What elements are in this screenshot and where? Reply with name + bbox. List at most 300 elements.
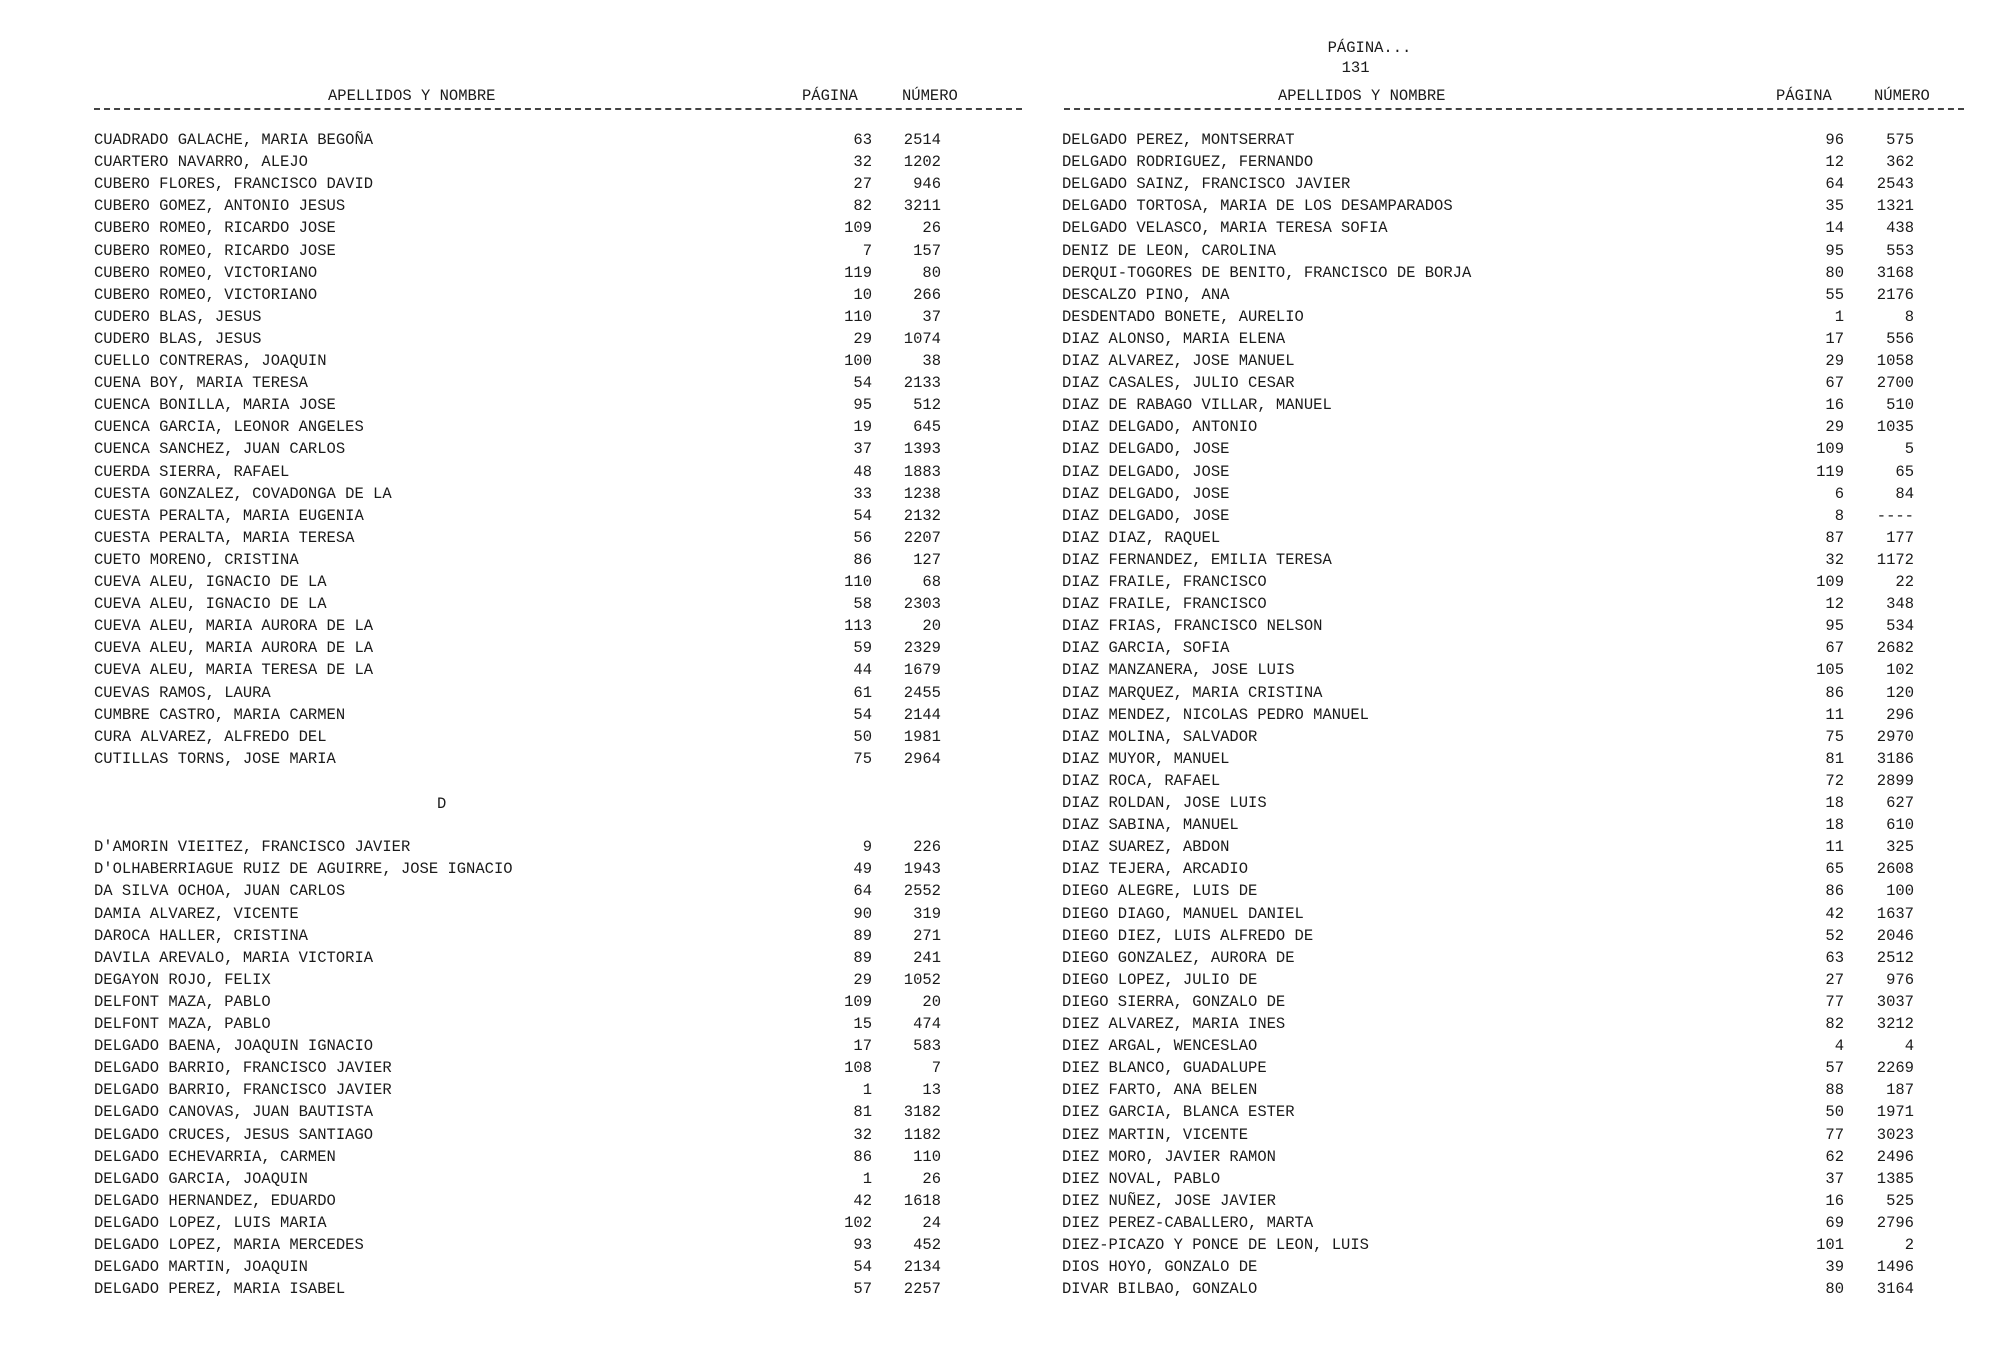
entry-name: CUENCA GARCIA, LEONOR ANGELES <box>94 418 364 437</box>
entry-number: 2133 <box>903 374 941 393</box>
entry-page: 119 <box>844 263 872 282</box>
entry-number: 26 <box>922 219 941 238</box>
entry-page: 62 <box>1825 1147 1844 1166</box>
entry-page: 93 <box>853 1236 872 1254</box>
entry-name: CUEVA ALEU, MARIA AURORA DE LA <box>94 639 374 658</box>
entry-page: 56 <box>853 528 872 547</box>
entry-page: 4 <box>1834 1037 1844 1056</box>
entry-number: 1321 <box>1876 197 1914 216</box>
entry-name: DIAZ ALVAREZ, JOSE MANUEL <box>1062 352 1295 370</box>
entry-name: DIEGO DIEZ, LUIS ALFREDO DE <box>1062 926 1314 945</box>
entry-page: 17 <box>1825 329 1844 348</box>
entry-number: 976 <box>1886 970 1914 989</box>
entry-number: 2257 <box>903 1280 941 1299</box>
entry-page: 77 <box>1825 1125 1844 1144</box>
entry-page: 81 <box>853 1103 872 1122</box>
entry-name: CUEVA ALEU, IGNACIO DE LA <box>94 573 327 591</box>
entry-number: 3168 <box>1876 263 1914 282</box>
entry-name: CUEVA ALEU, MARIA TERESA DE LA <box>94 661 374 680</box>
entry-name: DIEGO ALEGRE, LUIS DE <box>1062 882 1258 901</box>
entry-name: DIAZ ROCA, RAFAEL <box>1062 771 1221 790</box>
right-header-number: NÚMERO <box>1874 87 1930 105</box>
entry-page: 44 <box>853 661 872 680</box>
entry-page: 86 <box>853 1147 872 1166</box>
entry-name: DELGADO LOPEZ, MARIA MERCEDES <box>94 1236 364 1254</box>
entry-name: CUADRADO GALACHE, MARIA BEGOÑA <box>94 131 374 149</box>
entry-page: 89 <box>853 948 872 967</box>
entry-number: 187 <box>1886 1081 1914 1100</box>
entry-name: DENIZ DE LEON, CAROLINA <box>1062 241 1276 260</box>
entry-name: CURA ALVAREZ, ALFREDO DEL <box>94 727 327 746</box>
page-header <box>1309 18 1411 78</box>
entry-page: 15 <box>853 1015 872 1033</box>
entry-number: 2269 <box>1876 1059 1914 1078</box>
entry-name: DELGADO BARRIO, FRANCISCO JAVIER <box>94 1081 392 1100</box>
entry-number: 127 <box>913 550 941 569</box>
entry-page: 29 <box>853 970 872 989</box>
entry-name: CUERDA SIERRA, RAFAEL <box>94 462 290 481</box>
entry-number: 24 <box>922 1213 941 1232</box>
entry-page: 110 <box>844 573 872 591</box>
entry-number: 2964 <box>903 749 941 768</box>
entry-number: 65 <box>1895 462 1914 481</box>
entry-number: 3164 <box>1876 1280 1914 1299</box>
entry-name: DAMIA ALVAREZ, VICENTE <box>94 904 299 923</box>
entry-page: 18 <box>1825 816 1844 835</box>
right-header-page: PÁGINA <box>1776 87 1832 105</box>
entry-page: 50 <box>1825 1103 1844 1122</box>
entry-page: 90 <box>853 904 872 923</box>
entry-page: 54 <box>853 506 872 525</box>
entry-number: 3211 <box>903 197 941 216</box>
entry-number: 534 <box>1886 617 1914 636</box>
entry-page: 42 <box>853 1191 872 1210</box>
entry-page: 11 <box>1825 838 1844 857</box>
entry-name: CUESTA PERALTA, MARIA EUGENIA <box>94 506 364 525</box>
entry-page: 32 <box>853 1125 872 1144</box>
entry-page: 100 <box>844 352 872 370</box>
entry-name: DELGADO SAINZ, FRANCISCO JAVIER <box>1062 175 1351 194</box>
entry-page: 12 <box>1825 595 1844 614</box>
entry-number: 2796 <box>1876 1213 1914 1232</box>
entry-page: 96 <box>1825 131 1844 149</box>
entry-name: DIEZ MARTIN, VICENTE <box>1062 1125 1249 1144</box>
entry-page: 109 <box>1816 440 1844 459</box>
entry-page: 64 <box>1825 175 1844 194</box>
entry-name: DIAZ MOLINA, SALVADOR <box>1062 727 1258 746</box>
entry-number: 510 <box>1886 396 1914 415</box>
entry-number: 2543 <box>1876 175 1914 194</box>
entry-name: DIAZ DELGADO, JOSE <box>1062 484 1230 503</box>
entry-number: 157 <box>913 241 941 260</box>
entry-name: DIAZ DIAZ, RAQUEL <box>1062 528 1221 547</box>
entry-name: DELGADO CRUCES, JESUS SANTIAGO <box>94 1125 374 1144</box>
entry-page: 87 <box>1825 528 1844 547</box>
entry-page: 61 <box>853 683 872 702</box>
entry-page: 63 <box>1825 948 1844 967</box>
entry-page: 50 <box>853 727 872 746</box>
entry-page: 72 <box>1825 771 1844 790</box>
entry-name: CUETO MORENO, CRISTINA <box>94 550 299 569</box>
entry-number: 1058 <box>1876 352 1914 370</box>
entry-name: DIEZ NUÑEZ, JOSE JAVIER <box>1062 1191 1276 1210</box>
entry-number: 2970 <box>1876 727 1914 746</box>
entry-name: CUBERO ROMEO, RICARDO JOSE <box>94 241 336 260</box>
entry-number: 3186 <box>1876 749 1914 768</box>
entry-name: DA SILVA OCHOA, JUAN CARLOS <box>94 882 346 901</box>
entry-page: 19 <box>853 418 872 437</box>
entry-name: DIAZ FRAILE, FRANCISCO <box>1062 595 1267 614</box>
entry-number: 1971 <box>1876 1103 1914 1122</box>
entry-page: 86 <box>853 550 872 569</box>
entry-name: DAVILA AREVALO, MARIA VICTORIA <box>94 948 374 967</box>
left-header-name: APELLIDOS Y NOMBRE <box>328 87 496 105</box>
entry-name: DIEGO LOPEZ, JULIO DE <box>1062 970 1258 989</box>
entry-page: 95 <box>1825 617 1844 636</box>
entry-name: DIAZ DELGADO, JOSE <box>1062 462 1230 481</box>
entry-number: 525 <box>1886 1191 1914 1210</box>
section-letter: D <box>437 795 447 813</box>
entry-name: CUTILLAS TORNS, JOSE MARIA <box>94 749 336 768</box>
entry-number: 1679 <box>903 661 941 680</box>
entry-name: DELGADO BARRIO, FRANCISCO JAVIER <box>94 1059 392 1078</box>
entry-name: CUESTA PERALTA, MARIA TERESA <box>94 528 355 547</box>
entry-page: 69 <box>1825 1213 1844 1232</box>
entry-page: 89 <box>853 926 872 945</box>
entry-number: 8 <box>1904 307 1914 326</box>
entry-name: CUENA BOY, MARIA TERESA <box>94 374 308 393</box>
entry-number: 474 <box>913 1015 941 1033</box>
entry-page: 102 <box>844 1213 872 1232</box>
entry-page: 35 <box>1825 197 1844 216</box>
entry-number: 120 <box>1886 683 1914 702</box>
entry-page: 63 <box>853 131 872 149</box>
entry-number: 3023 <box>1876 1125 1914 1144</box>
entry-page: 86 <box>1825 882 1844 901</box>
entry-page: 82 <box>1825 1015 1844 1033</box>
entry-number: 575 <box>1886 131 1914 149</box>
left-header-number: NÚMERO <box>902 87 958 105</box>
entry-name: DIEZ GARCIA, BLANCA ESTER <box>1062 1103 1295 1122</box>
entry-name: DIAZ FERNANDEZ, EMILIA TERESA <box>1062 550 1332 569</box>
entry-page: 55 <box>1825 285 1844 304</box>
entry-number: 438 <box>1886 219 1914 238</box>
entry-number: 2455 <box>903 683 941 702</box>
entry-number: 1182 <box>903 1125 941 1144</box>
entry-name: DIEZ NOVAL, PABLO <box>1062 1169 1221 1188</box>
entry-number: 2552 <box>903 882 941 901</box>
entry-number: 1052 <box>903 970 941 989</box>
entry-number: 37 <box>922 307 941 326</box>
entry-number: 2682 <box>1876 639 1914 658</box>
entry-name: DIAZ DELGADO, JOSE <box>1062 506 1230 525</box>
entry-page: 8 <box>1834 506 1844 525</box>
entry-name: DIVAR BILBAO, GONZALO <box>1062 1280 1258 1299</box>
entry-page: 95 <box>1825 241 1844 260</box>
entry-number: 13 <box>922 1081 941 1100</box>
entry-name: DIAZ CASALES, JULIO CESAR <box>1062 374 1295 393</box>
entry-name: DESDENTADO BONETE, AURELIO <box>1062 307 1304 326</box>
entry-page: 67 <box>1825 639 1844 658</box>
entry-page: 37 <box>1825 1169 1844 1188</box>
entry-name: CUARTERO NAVARRO, ALEJO <box>94 153 308 172</box>
entry-name: DEGAYON ROJO, FELIX <box>94 970 271 989</box>
right-header-name: APELLIDOS Y NOMBRE <box>1278 87 1446 105</box>
entry-number: 80 <box>922 263 941 282</box>
entry-name: DESCALZO PINO, ANA <box>1062 285 1230 304</box>
entry-name: DIAZ FRIAS, FRANCISCO NELSON <box>1062 617 1323 636</box>
entry-page: 57 <box>853 1280 872 1299</box>
entry-number: 4 <box>1904 1037 1914 1056</box>
entry-name: DIEGO DIAGO, MANUEL DANIEL <box>1062 904 1304 923</box>
entry-name: DELGADO BAENA, JOAQUIN IGNACIO <box>94 1037 374 1056</box>
entry-page: 29 <box>1825 418 1844 437</box>
entry-page: 113 <box>844 617 872 636</box>
entry-name: CUESTA GONZALEZ, COVADONGA DE LA <box>94 484 392 503</box>
entry-number: 1074 <box>903 329 941 348</box>
entry-name: CUEVA ALEU, IGNACIO DE LA <box>94 595 327 614</box>
entry-number: 296 <box>1886 705 1914 724</box>
entry-page: 75 <box>1825 727 1844 746</box>
entry-page: 54 <box>853 374 872 393</box>
entry-name: DIAZ SUAREZ, ABDON <box>1062 838 1230 857</box>
entry-number: 553 <box>1886 241 1914 260</box>
entry-page: 59 <box>853 639 872 658</box>
entry-name: DIAZ MARQUEZ, MARIA CRISTINA <box>1062 683 1323 702</box>
entry-page: 58 <box>853 595 872 614</box>
entry-number: 38 <box>922 352 941 370</box>
entry-name: DELGADO PEREZ, MONTSERRAT <box>1062 131 1295 149</box>
entry-page: 16 <box>1825 396 1844 415</box>
entry-name: DELGADO ECHEVARRIA, CARMEN <box>94 1147 336 1166</box>
entry-number: 2496 <box>1876 1147 1914 1166</box>
entry-number: 68 <box>922 573 941 591</box>
entry-name: DELGADO HERNANDEZ, EDUARDO <box>94 1191 336 1210</box>
entry-page: 7 <box>862 241 872 260</box>
entry-name: CUENCA SANCHEZ, JUAN CARLOS <box>94 440 346 459</box>
entry-number: 2329 <box>903 639 941 658</box>
entry-name: DIAZ DELGADO, ANTONIO <box>1062 418 1258 437</box>
entry-page: 88 <box>1825 1081 1844 1100</box>
entry-name: CUBERO GOMEZ, ANTONIO JESUS <box>94 197 346 216</box>
entry-number: 1238 <box>903 484 941 503</box>
entry-page: 52 <box>1825 926 1844 945</box>
entry-number: 2 <box>1904 1236 1914 1254</box>
entry-page: 9 <box>862 838 872 857</box>
entry-name: CUDERO BLAS, JESUS <box>94 307 262 326</box>
entry-page: 54 <box>853 705 872 724</box>
entry-page: 105 <box>1816 661 1844 680</box>
entry-name: DIAZ FRAILE, FRANCISCO <box>1062 573 1267 591</box>
entry-number: 1496 <box>1876 1258 1914 1277</box>
entry-number: 3182 <box>903 1103 941 1122</box>
entry-name: DIAZ TEJERA, ARCADIO <box>1062 860 1249 879</box>
entry-name: DIEZ ALVAREZ, MARIA INES <box>1062 1015 1286 1033</box>
entry-number: 177 <box>1886 528 1914 547</box>
entry-number: 5 <box>1904 440 1914 459</box>
entry-name: DIEZ-PICAZO Y PONCE DE LEON, LUIS <box>1062 1236 1369 1254</box>
entry-number: 452 <box>913 1236 941 1254</box>
entry-number: 22 <box>1895 573 1914 591</box>
entry-number: 2899 <box>1876 771 1914 790</box>
entry-page: 49 <box>853 860 872 879</box>
entry-page: 48 <box>853 462 872 481</box>
entry-page: 29 <box>1825 352 1844 370</box>
entry-page: 39 <box>1825 1258 1844 1277</box>
entry-name: DIAZ SABINA, MANUEL <box>1062 816 1239 835</box>
entry-name: DELGADO LOPEZ, LUIS MARIA <box>94 1213 327 1232</box>
entry-number: 266 <box>913 285 941 304</box>
entry-number: 226 <box>913 838 941 857</box>
entry-page: 119 <box>1816 462 1844 481</box>
entry-number: 102 <box>1886 661 1914 680</box>
entry-page: 101 <box>1816 1236 1844 1254</box>
entry-name: DIAZ MANZANERA, JOSE LUIS <box>1062 661 1295 680</box>
page-header-number: 131 <box>1341 59 1370 77</box>
entry-name: DIAZ ALONSO, MARIA ELENA <box>1062 329 1286 348</box>
entry-number: 26 <box>922 1169 941 1188</box>
entry-name: CUMBRE CASTRO, MARIA CARMEN <box>94 705 346 724</box>
entry-page: 33 <box>853 484 872 503</box>
entry-page: 64 <box>853 882 872 901</box>
entry-page: 67 <box>1825 374 1844 393</box>
entry-page: 65 <box>1825 860 1844 879</box>
entry-page: 57 <box>1825 1059 1844 1078</box>
entry-name: CUBERO ROMEO, VICTORIANO <box>94 285 318 304</box>
entry-number: 2134 <box>903 1258 941 1277</box>
entry-page: 82 <box>853 197 872 216</box>
entry-name: DERQUI-TOGORES DE BENITO, FRANCISCO DE BORJA <box>1062 263 1472 282</box>
entry-number: 7 <box>931 1059 941 1078</box>
entry-page: 1 <box>862 1169 872 1188</box>
entry-page: 95 <box>853 396 872 415</box>
entry-page: 80 <box>1825 1280 1844 1299</box>
entry-name: DIAZ MUYOR, MANUEL <box>1062 749 1230 768</box>
entry-name: DIEZ BLANCO, GUADALUPE <box>1062 1059 1267 1078</box>
entry-page: 32 <box>1825 550 1844 569</box>
entry-name: CUELLO CONTRERAS, JOAQUIN <box>94 352 327 370</box>
entry-number: 2700 <box>1876 374 1914 393</box>
entry-page: 110 <box>844 307 872 326</box>
right-header-divider <box>1064 108 1964 110</box>
entry-page: 86 <box>1825 683 1844 702</box>
entry-page: 1 <box>862 1081 872 1100</box>
entry-number: 1883 <box>903 462 941 481</box>
entry-name: DIEZ PEREZ-CABALLERO, MARTA <box>1062 1213 1314 1232</box>
entry-page: 108 <box>844 1059 872 1078</box>
entry-number: 2608 <box>1876 860 1914 879</box>
entry-name: DIEZ ARGAL, WENCESLAO <box>1062 1037 1258 1056</box>
entry-number: 2046 <box>1876 926 1914 945</box>
entry-number: 362 <box>1886 153 1914 172</box>
entry-page: 11 <box>1825 705 1844 724</box>
entry-number: 645 <box>913 418 941 437</box>
entry-name: DIEZ MORO, JAVIER RAMON <box>1062 1147 1276 1166</box>
entry-name: DIAZ DE RABAGO VILLAR, MANUEL <box>1062 396 1332 415</box>
entry-page: 109 <box>844 219 872 238</box>
entry-page: 54 <box>853 1258 872 1277</box>
entry-name: CUEVAS RAMOS, LAURA <box>94 683 271 702</box>
entry-name: DIOS HOYO, GONZALO DE <box>1062 1258 1258 1277</box>
entry-number: 610 <box>1886 816 1914 835</box>
entry-page: 18 <box>1825 794 1844 812</box>
entry-number: 271 <box>913 926 941 945</box>
entry-name: DELGADO MARTIN, JOAQUIN <box>94 1258 308 1277</box>
entry-number: 1393 <box>903 440 941 459</box>
entry-number: 319 <box>913 904 941 923</box>
entry-number: 3037 <box>1876 992 1914 1011</box>
entry-number: 946 <box>913 175 941 194</box>
entry-number: 2512 <box>1876 948 1914 967</box>
entry-page: 16 <box>1825 1191 1844 1210</box>
entry-number: 627 <box>1886 794 1914 812</box>
entry-number: 1035 <box>1876 418 1914 437</box>
entry-name: CUDERO BLAS, JESUS <box>94 329 262 348</box>
page-header-label: PÁGINA... <box>1327 39 1412 57</box>
entry-name: CUEVA ALEU, MARIA AURORA DE LA <box>94 617 374 636</box>
entry-page: 29 <box>853 329 872 348</box>
entry-page: 80 <box>1825 263 1844 282</box>
entry-number: 1172 <box>1876 550 1914 569</box>
entry-number: 2303 <box>903 595 941 614</box>
entry-page: 12 <box>1825 153 1844 172</box>
entry-name: CUBERO ROMEO, RICARDO JOSE <box>94 219 336 238</box>
entry-number: 1981 <box>903 727 941 746</box>
entry-page: 109 <box>844 992 872 1011</box>
entry-number: 556 <box>1886 329 1914 348</box>
entry-name: DIAZ MENDEZ, NICOLAS PEDRO MANUEL <box>1062 705 1369 724</box>
entry-page: 27 <box>853 175 872 194</box>
entry-page: 17 <box>853 1037 872 1056</box>
entry-page: 6 <box>1834 484 1844 503</box>
entry-number: 325 <box>1886 838 1914 857</box>
entry-name: DELGADO RODRIGUEZ, FERNANDO <box>1062 153 1314 172</box>
entry-page: 77 <box>1825 992 1844 1011</box>
entry-name: DIEGO GONZALEZ, AURORA DE <box>1062 948 1295 967</box>
entry-name: DIAZ GARCIA, SOFIA <box>1062 639 1230 658</box>
entry-number: 1943 <box>903 860 941 879</box>
left-header-page: PÁGINA <box>802 87 858 105</box>
entry-page: 75 <box>853 749 872 768</box>
entry-page: 27 <box>1825 970 1844 989</box>
entry-number: 2144 <box>903 705 941 724</box>
entry-page: 37 <box>853 440 872 459</box>
entry-name: DELFONT MAZA, PABLO <box>94 1015 271 1033</box>
entry-number: 348 <box>1886 595 1914 614</box>
entry-name: DIAZ DELGADO, JOSE <box>1062 440 1230 459</box>
entry-name: DIEGO SIERRA, GONZALO DE <box>1062 992 1286 1011</box>
entry-name: CUENCA BONILLA, MARIA JOSE <box>94 396 336 415</box>
entry-number: 1637 <box>1876 904 1914 923</box>
entry-page: 42 <box>1825 904 1844 923</box>
entry-name: DELGADO CANOVAS, JUAN BAUTISTA <box>94 1103 374 1122</box>
left-header-divider <box>94 108 1022 110</box>
entry-name: DELGADO TORTOSA, MARIA DE LOS DESAMPARADOS <box>1062 197 1453 216</box>
entry-number: 2514 <box>903 131 941 149</box>
entry-page: 109 <box>1816 573 1844 591</box>
entry-number: 20 <box>922 992 941 1011</box>
entry-name: DIAZ ROLDAN, JOSE LUIS <box>1062 794 1267 812</box>
entry-name: DAROCA HALLER, CRISTINA <box>94 926 308 945</box>
entry-name: CUBERO FLORES, FRANCISCO DAVID <box>94 175 374 194</box>
entry-page: 81 <box>1825 749 1844 768</box>
entry-number: 1202 <box>903 153 941 172</box>
entry-number: ---- <box>1876 506 1914 525</box>
entry-page: 10 <box>853 285 872 304</box>
entry-number: 2132 <box>903 506 941 525</box>
entry-number: 2176 <box>1876 285 1914 304</box>
entry-name: DELGADO VELASCO, MARIA TERESA SOFIA <box>1062 219 1388 238</box>
